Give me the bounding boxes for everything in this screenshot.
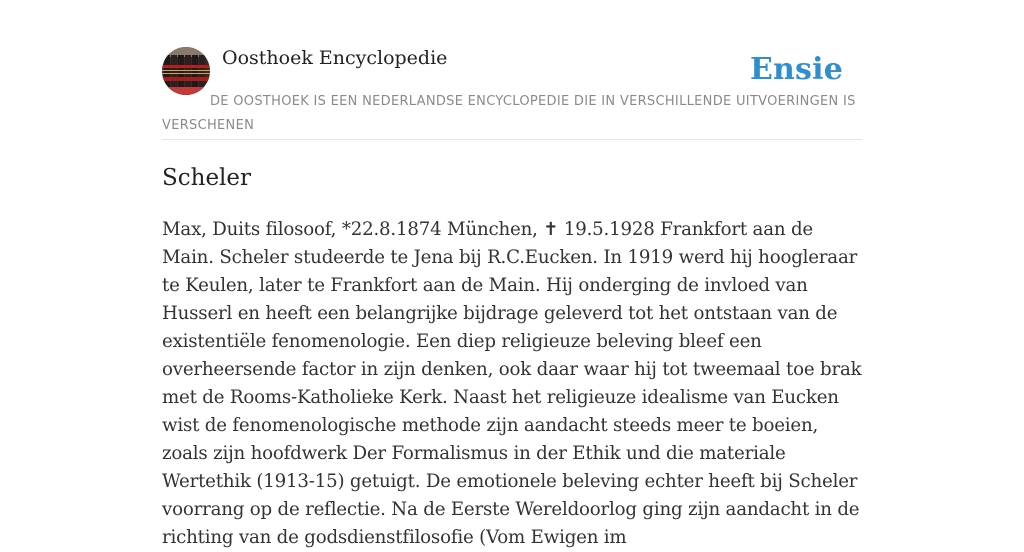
site-tagline: DE OOSTHOEK IS EEN NEDERLANDSE ENCYCLOPEDIE DIE IN VERSCHILLENDE UITVOERINGEN IS VERSCHENEN: [162, 94, 856, 133]
header-divider: [162, 139, 862, 140]
encyclopedia-books-icon: [162, 47, 210, 95]
site-name[interactable]: Oosthoek Encyclopedie: [222, 47, 448, 69]
article-body: Max, Duits filosoof, *22.8.1874 München, ✝ 19.5.1928 Frankfort aan de Main. Scheler studeerde te Jena bij R.C.Eucken. In 1919 werd hij hoogleraar te Keulen, later te Frankfort aan de Main. Hij onderging de invloed van Husserl en heeft een belangrijke bijdrage geleverd tot het ontstaan van de existentiële fenomenologie. Een diep religieuze beleving bleef een overheersende factor in zijn denken, ook daar waar hij tot tweemaal toe brak met de Rooms-Katholieke Kerk. Naast het religieuze idealisme van Eucken wist de fenomenologische methode zijn aandacht steeds meer te boeien, zoals zijn hoofdwerk Der Formalismus in der Ethik und die materiale Wertethik (1913-15) getuigt. De emotionele beleving echter heeft bij Scheler voorrang op de reflectie. Na de Eerste Wereldoorlog ging zijn aandacht in de richting van de godsdienstfilosofie (Vom Ewigen im: [162, 219, 862, 548]
encyclopedia-avatar[interactable]: [162, 47, 210, 95]
ensie-logo-link[interactable]: Ensie: [749, 52, 843, 87]
article-title: Scheler: [162, 165, 252, 191]
